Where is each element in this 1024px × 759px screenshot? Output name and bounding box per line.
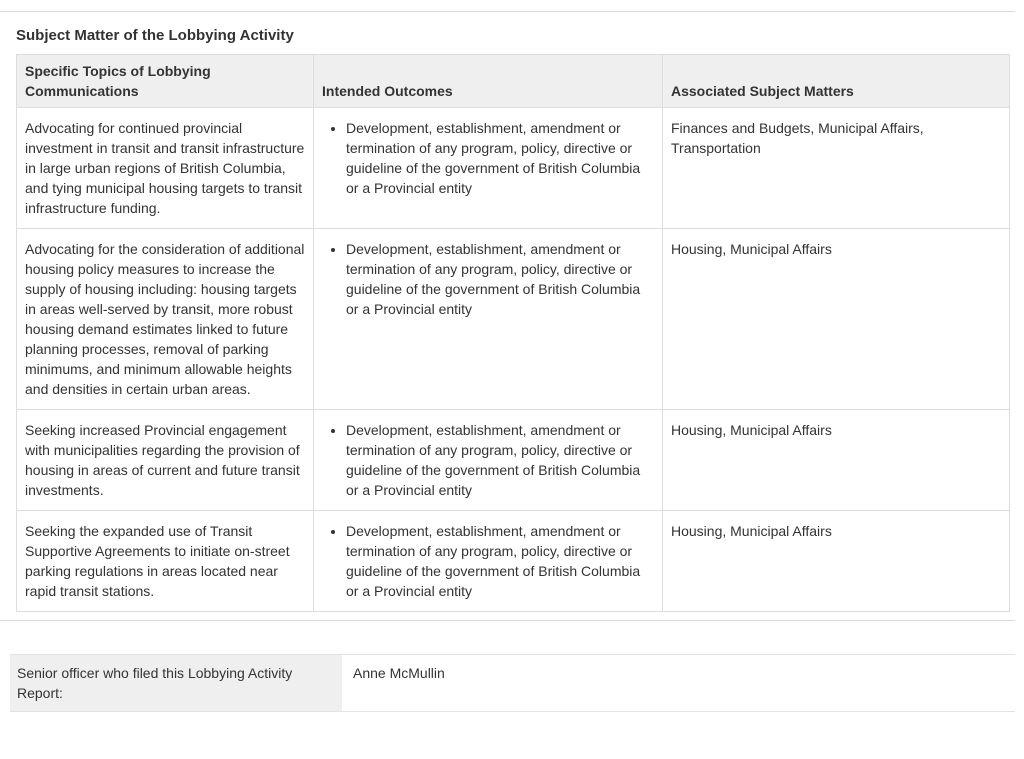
topic-cell: Seeking the expanded use of Transit Supportive Agreements to initiate on-street parking regulations in areas located near rapid transit stations. <box>17 511 314 612</box>
outcome-item: • Development, establishment, amendment or termination of any program, policy, directive or guideline of the government of British Columbia or a Provincial entity <box>346 239 654 319</box>
outcome-item: • Development, establishment, amendment or termination of any program, policy, directive or guideline of the government of British Columbia or a Provincial entity <box>346 420 654 500</box>
topic-cell: Seeking increased Provincial engagement with municipalities regarding the provision of housing in areas of current and future transit investments. <box>17 410 314 511</box>
senior-officer-value: Anne McMullin <box>353 665 445 681</box>
column-header-intended-outcomes: Intended Outcomes <box>314 55 663 108</box>
senior-officer-section <box>10 654 1015 712</box>
outcome-item: • Development, establishment, amendment or termination of any program, policy, directive or guideline of the government of British Columbia or a Provincial entity <box>346 521 654 601</box>
subjects-cell: Finances and Budgets, Municipal Affairs, Transportation <box>663 108 1010 229</box>
outcomes-cell <box>314 108 663 229</box>
outcomes-list <box>322 420 654 500</box>
subjects-cell: Housing, Municipal Affairs <box>663 229 1010 410</box>
table-row <box>17 410 1010 511</box>
column-header-specific-topics: Specific Topics of Lobbying Communications <box>17 55 314 108</box>
senior-officer-label: Senior officer who filed this Lobbying Activity Report: <box>10 655 342 711</box>
bottom-divider <box>0 620 1015 621</box>
table-header-row <box>17 55 1010 108</box>
table-row <box>17 229 1010 410</box>
outcomes-cell <box>314 511 663 612</box>
outcomes-cell <box>314 410 663 511</box>
page-title: Subject Matter of the Lobbying Activity <box>16 27 294 44</box>
topic-cell: Advocating for continued provincial investment in transit and transit infrastructure in large urban regions of British Columbia, and tying municipal housing targets to transit infrastructure funding. <box>17 108 314 229</box>
subjects-cell: Housing, Municipal Affairs <box>663 410 1010 511</box>
top-divider <box>0 11 1015 12</box>
table-row <box>17 108 1010 229</box>
table-row <box>17 511 1010 612</box>
outcomes-list <box>322 118 654 198</box>
topic-cell: Advocating for the consideration of additional housing policy measures to increase the supply of housing including: housing targets in areas well-served by transit, more robust housing demand estimates linked to future planning processes, removal of parking minimums, and minimum allowable heights and densities in certain urban areas. <box>17 229 314 410</box>
column-header-associated-subject-matters: Associated Subject Matters <box>663 55 1010 108</box>
lobbying-subject-table <box>16 54 1010 612</box>
subjects-cell: Housing, Municipal Affairs <box>663 511 1010 612</box>
outcomes-list <box>322 239 654 319</box>
outcomes-list <box>322 521 654 601</box>
outcome-item: • Development, establishment, amendment or termination of any program, policy, directive or guideline of the government of British Columbia or a Provincial entity <box>346 118 654 198</box>
outcomes-cell <box>314 229 663 410</box>
